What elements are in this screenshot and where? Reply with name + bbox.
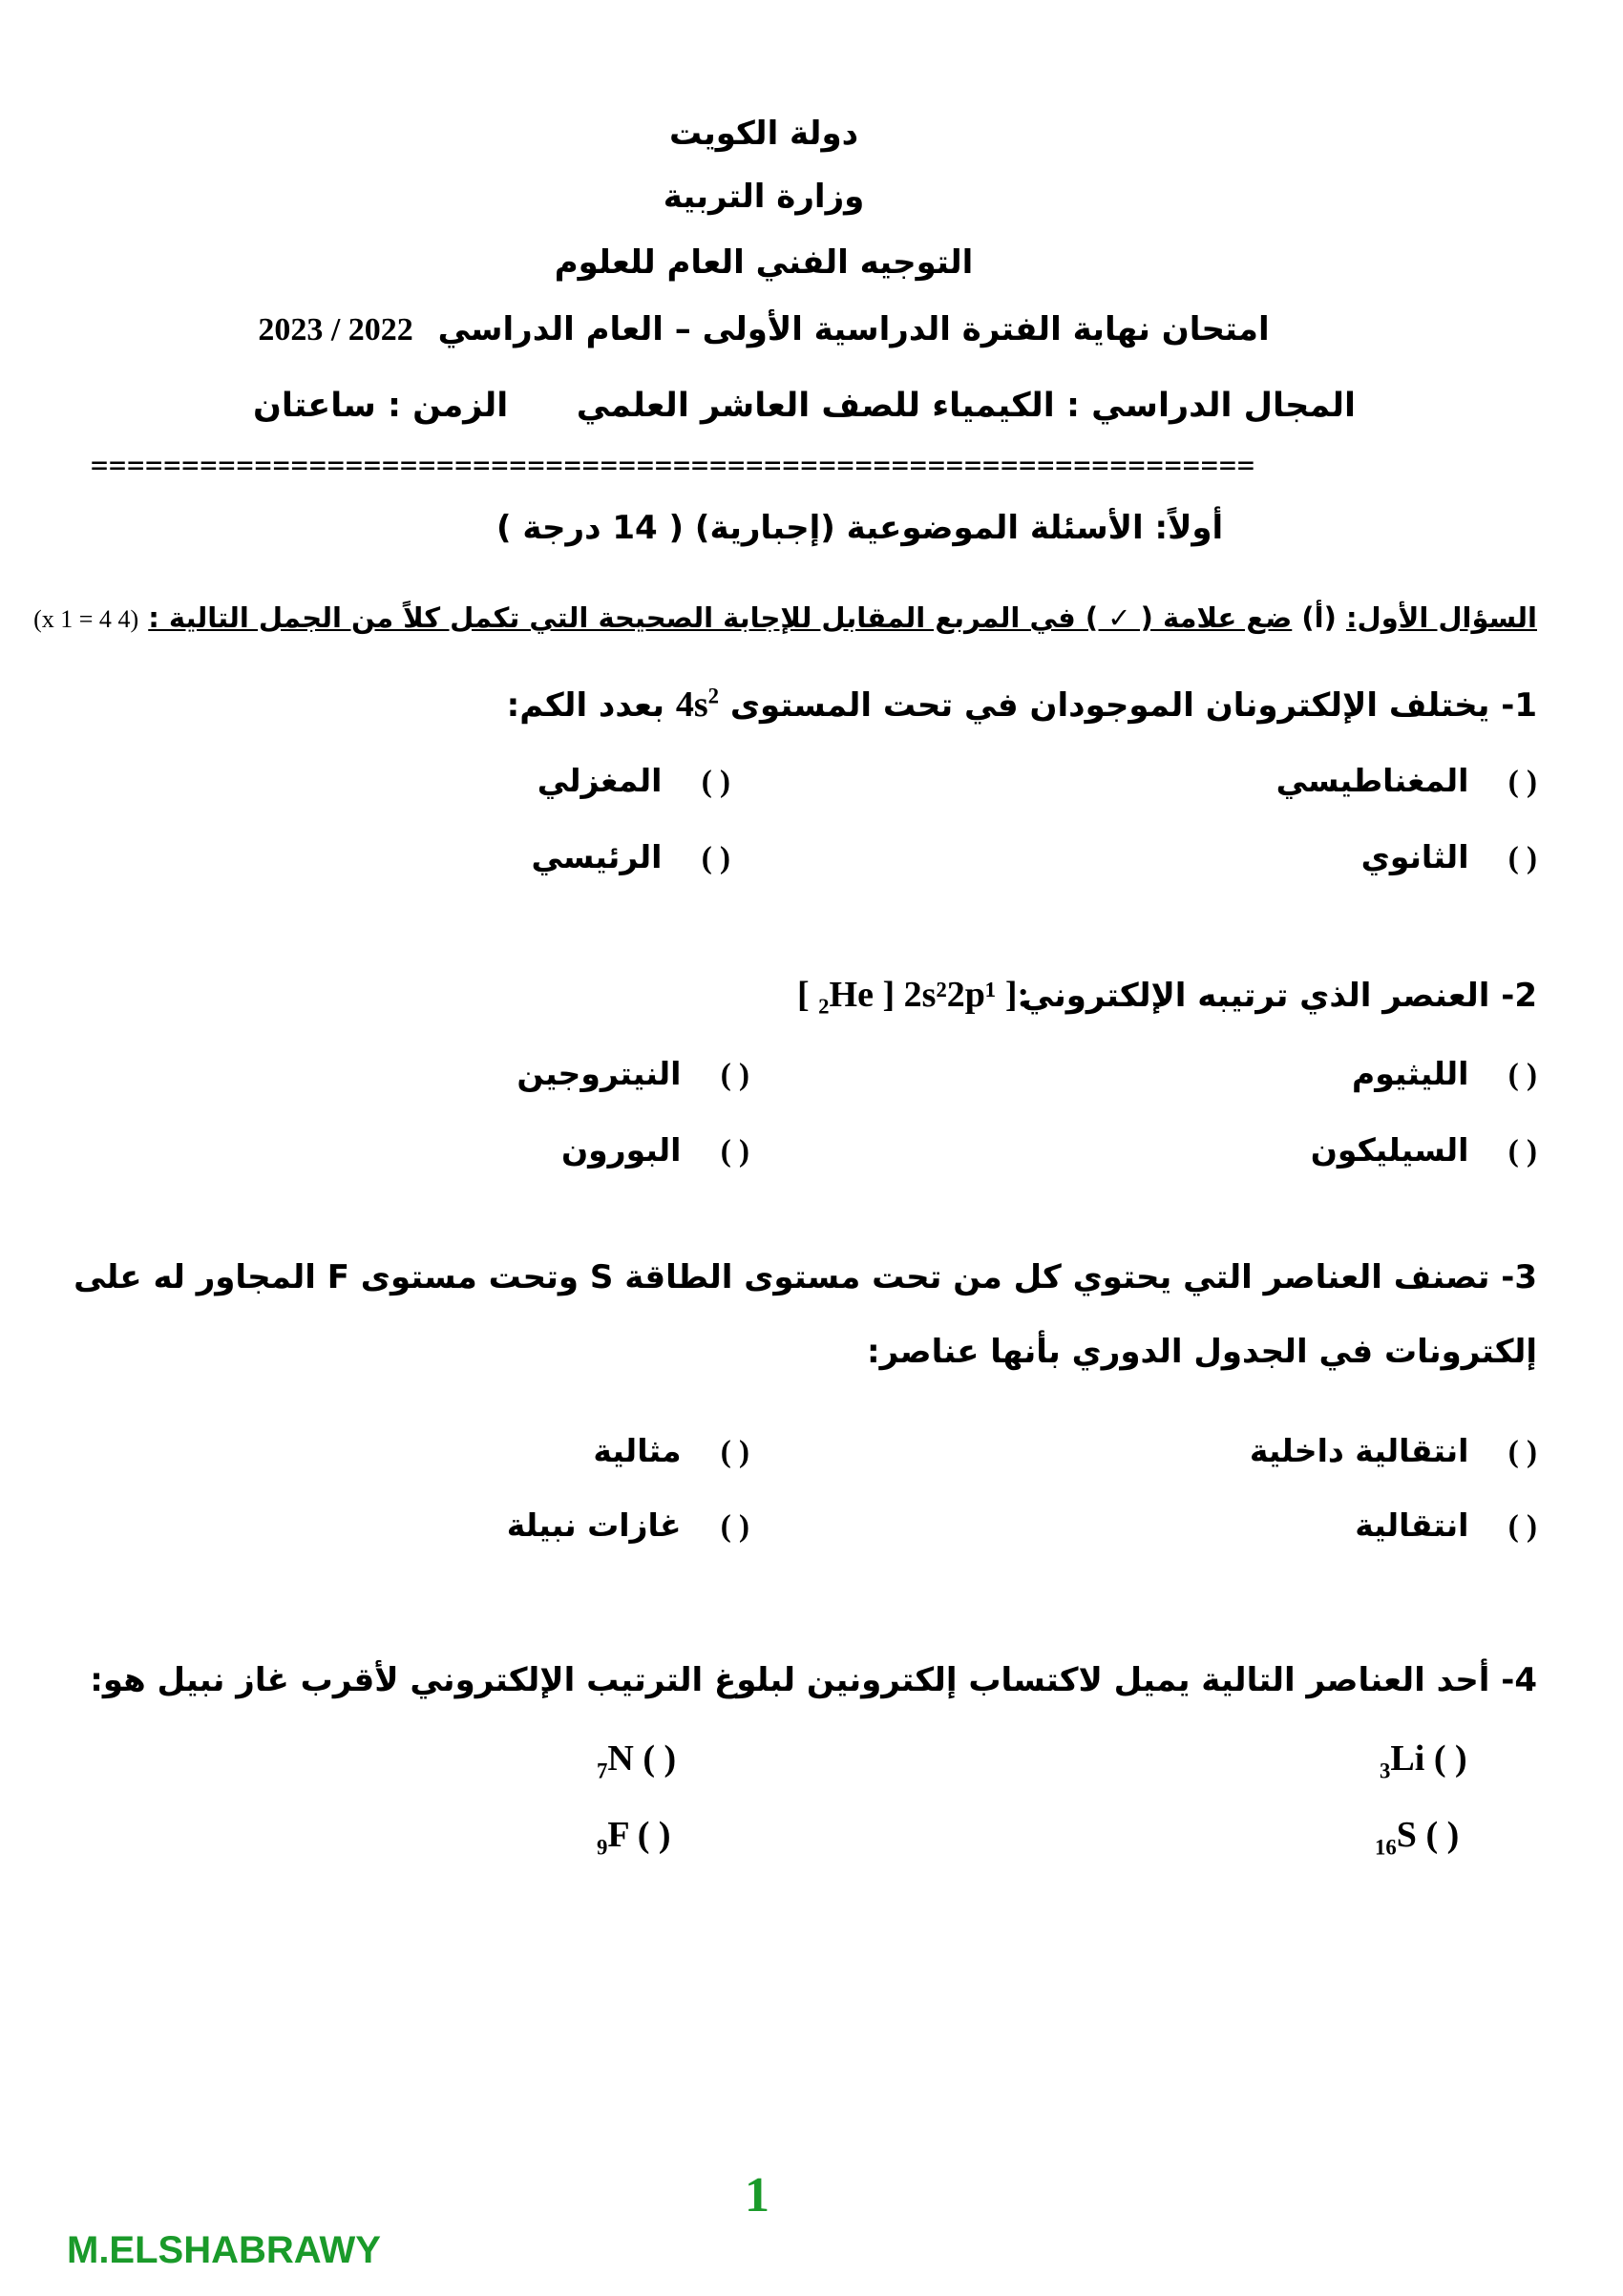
question-one-label: السؤال الأول: (1345, 601, 1537, 634)
q2-option-1[interactable] (1352, 1055, 1537, 1093)
q2-option-2[interactable] (516, 1055, 749, 1093)
q4-option-4-sub: 9 (597, 1835, 608, 1860)
department-title: التوجيه الفني العام للعلوم (554, 243, 974, 282)
q2-option-4-label: البورون (560, 1131, 682, 1169)
exam-title-line (95, 310, 1432, 348)
q1-option-4-label: الرئيسي (531, 838, 663, 875)
q1-stem-symbol (676, 685, 719, 725)
q4-option-3-element: S (1396, 1815, 1417, 1855)
q2-stem-text: 2- العنصر الذي ترتيبه الإلكتروني (1021, 977, 1537, 1015)
answer-box[interactable]: ( ) (720, 1058, 749, 1092)
q2-option-3-label: السيليكون (1310, 1131, 1469, 1169)
q1-option-3-label: الثانوي (1360, 838, 1469, 875)
q4-option-4[interactable] (597, 1814, 671, 1861)
q3-option-3[interactable] (1355, 1506, 1537, 1545)
q2-option-1-label: الليثيوم (1352, 1055, 1469, 1092)
page-number: 1 (745, 2168, 769, 2222)
answer-box[interactable]: ( ) (1507, 1134, 1537, 1169)
answer-box[interactable]: ( ) (720, 1435, 749, 1469)
q4-option-3[interactable] (1375, 1814, 1459, 1861)
q1-option-4[interactable] (531, 838, 730, 876)
q1-option-2[interactable] (537, 762, 730, 800)
q2-option-4[interactable] (561, 1131, 749, 1169)
exam-title: امتحان نهاية الفترة الدراسية الأولى – العام الدراسي (437, 310, 1270, 348)
answer-box[interactable]: ( ) (1507, 1058, 1537, 1092)
q2-option-3[interactable] (1311, 1131, 1537, 1169)
question-one-header (33, 601, 1537, 634)
q4-option-1-sub: 3 (1380, 1759, 1391, 1783)
q1-option-1-label: المغناطيسي (1275, 762, 1469, 799)
q1-stem-text: 1- يختلف الإلكترونان الموجودان في تحت المستوى (729, 686, 1537, 725)
q2-option-2-label: النيتروجين (516, 1055, 682, 1092)
question-one-marks: (4 x 1 = 4) (33, 605, 139, 633)
q3-stem-line2: إلكترونات في الجدول الدوري بأنها عناصر: (866, 1333, 1537, 1371)
answer-box[interactable]: ( ) (1425, 1815, 1460, 1855)
author-watermark: M.ELSHABRAWY (67, 2229, 381, 2271)
q4-option-1[interactable] (1380, 1738, 1467, 1784)
q3-option-4[interactable] (507, 1506, 749, 1545)
q4-stem: 4- أحد العناصر التالية يميل لاكتساب إلكترونين لبلوغ الترتيب الإلكتروني لأقرب غاز نبيل هو: (90, 1661, 1537, 1699)
q1-sym: 4s (675, 685, 708, 725)
q3-stem-line1: 3- تصنف العناصر التي يحتوي كل من تحت مستوى الطاقة S وتحت مستوى F المجاور له على (74, 1258, 1537, 1296)
answer-box[interactable]: ( ) (1507, 1509, 1537, 1544)
q4-option-2-element: N (607, 1738, 634, 1779)
q4-option-3-sub: 16 (1375, 1835, 1397, 1860)
question-one-instruction: ضع علامة ( ✓ ) في المربع المقابل للإجابة الصحيحة التي تكمل كلاً من الجمل التالية : (148, 601, 1293, 634)
q3-option-4-label: غازات نبيلة (506, 1506, 682, 1544)
answer-box[interactable]: ( ) (637, 1815, 671, 1855)
q4-option-2-sub: 7 (597, 1759, 608, 1783)
section-title-line (496, 509, 1223, 547)
q4-option-4-element: F (607, 1815, 629, 1855)
q1-option-3[interactable] (1361, 838, 1537, 876)
q2-electron-config: [ ₂He ] 2s²2p¹ ]: (797, 975, 1030, 1015)
answer-box[interactable]: ( ) (1507, 1435, 1537, 1469)
answer-box[interactable]: ( ) (643, 1738, 677, 1779)
q3-option-1[interactable] (1250, 1432, 1537, 1470)
answer-box[interactable]: ( ) (720, 1134, 749, 1169)
q4-option-2[interactable] (597, 1738, 676, 1784)
answer-box[interactable]: ( ) (1507, 841, 1537, 875)
country-title: دولة الكويت (668, 115, 859, 153)
answer-box[interactable]: ( ) (701, 765, 730, 799)
q1-sup: 2 (707, 684, 720, 708)
answer-box[interactable]: ( ) (1507, 765, 1537, 799)
q1-option-2-label: المغزلي (537, 762, 663, 799)
q3-option-1-label: انتقالية داخلية (1249, 1432, 1469, 1469)
subject-label: المجال الدراسي : الكيمياء للصف العاشر العلمي (576, 387, 1356, 425)
answer-box[interactable]: ( ) (720, 1509, 749, 1544)
q1-stem (507, 684, 1537, 726)
section-grade: ( 14 درجة ) (496, 509, 685, 547)
section-title: أولاً: الأسئلة الموضوعية (إجبارية) (694, 509, 1224, 547)
header-separator: ================================================================ (91, 449, 1255, 482)
ministry-title: وزارة التربية (663, 178, 865, 216)
q1-stem-end: بعدد الكم: (506, 686, 664, 725)
q4-option-1-element: Li (1390, 1738, 1425, 1779)
q3-option-2[interactable] (593, 1432, 749, 1470)
answer-box[interactable]: ( ) (701, 841, 730, 875)
answer-box[interactable]: ( ) (1433, 1738, 1467, 1779)
exam-year: 2022 / 2023 (258, 312, 413, 348)
time-label: الزمن : ساعتان (253, 387, 509, 425)
question-one-part: (أ) (1301, 601, 1337, 634)
q1-option-1[interactable] (1276, 762, 1537, 800)
q3-option-3-label: انتقالية (1355, 1506, 1469, 1544)
q3-option-2-label: مثالية (593, 1432, 682, 1469)
